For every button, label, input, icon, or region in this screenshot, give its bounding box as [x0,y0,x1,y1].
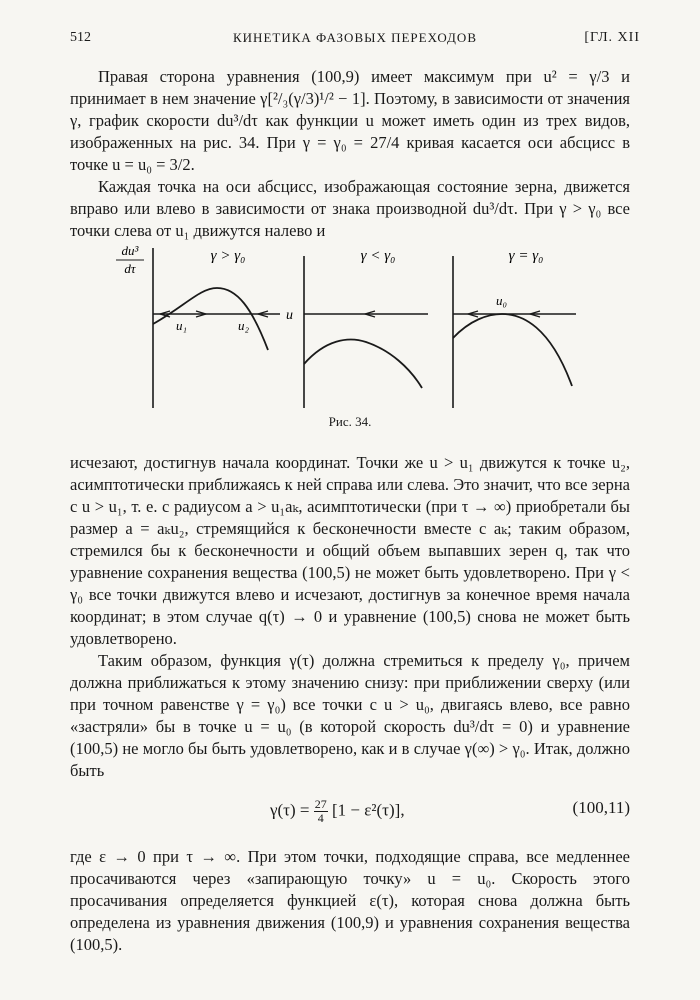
paragraph-2: Каждая точка на оси абсцисс, изображающая состояние зерна, движется вправо или влево в зависимости от знака производной du³/dτ. При γ > γ₀ все точки слева от u₁ движутся налево и [70,177,630,240]
text-block-middle [70,452,630,782]
panel1-u2-label: u₂ [238,318,250,333]
equation-right: [1 − ε²(τ)], [332,800,405,820]
paragraph-4: Таким образом, функция γ(τ) должна стремиться к пределу γ₀, причем должна приближаться к этому значению снизу: при приближении сверху (или при точном равенстве γ = γ₀) все точки с u > u₀, двигаясь влево, все равно «застряли» бы в точке u = u₀ (в которой скорость du³/dτ = 0) и уравнение (100,5) не могло бы быть удовлетворено, как и в случае γ(∞) > γ₀. Итак, должно быть [70,651,630,780]
panel-gamma-greater [153,248,293,408]
paragraph-1: Правая сторона уравнения (100,9) имеет максимум при u² = γ/3 и принимает в нем значение γ[²/₃(γ/3)¹/² − 1]. Поэтому, в зависимости от значения γ, график скорости du³/dτ как функции u может иметь один из трех видов, изображенных на рис. 34. При γ = γ₀ = 27/4 кривая касается оси абсцисс в точке u = u₀ = 3/2. [70,67,630,174]
page-number: 512 [70,30,91,45]
fraction-numerator: 27 [314,797,327,811]
panel1-curve [153,288,268,350]
paragraph-3: исчезают, достигнув начала координат. Точки же u > u₁ движутся к точке u₂, асимптотически приближаясь к ней справа или слева. Это значит, что все зерна с u > u₁, т. е. с радиусом a > u₁aₖ, асимптотически (при τ → ∞) приобретали бы размер a = aₖu₂, стремящийся к бесконечности вместе с aₖ; таким образом, стремился бы к бесконечности и общий объем выпавших зерен q, так что уравнение сохранения вещества (100,5) не может быть удовлетворено. При γ < γ₀ все точки движутся влево и исчезают, достигнув за конечное время начала координат; в этом случае q(τ) → 0 и уравнение (100,5) снова не может быть удовлетворено. [70,453,630,648]
panel-gamma-less [304,248,428,408]
text-block-bottom [70,846,630,956]
chapter-label: [ГЛ. XII [584,30,640,45]
figure-34-svg [110,238,590,418]
equation-body [270,798,405,825]
panel2-label: γ < γ₀ [360,248,396,264]
panel3-u0-label: u₀ [496,293,508,308]
ylabel-numerator: du³ [121,243,139,258]
figure-caption: Рис. 34. [328,414,372,429]
equation-100-11 [70,796,630,826]
equation-fraction [314,798,328,825]
figure-34 [110,238,590,428]
text-block-top [70,66,630,242]
panel1-u1-label: u₁ [176,318,188,333]
panel1-u-label: u [286,308,293,323]
equation-number: (100,11) [572,798,630,817]
panel1-label: γ > γ₀ [210,248,246,264]
panel-gamma-equal [453,248,576,408]
panel2-curve [304,340,422,388]
panel3-label: γ = γ₀ [508,248,544,264]
fraction-denominator: 4 [317,811,324,825]
ylabel-denominator: dτ [124,261,136,276]
running-title: КИНЕТИКА ФАЗОВЫХ ПЕРЕХОДОВ [233,30,477,45]
panel3-curve [453,314,572,386]
paragraph-5: где ε → 0 при τ → ∞. При этом точки, подходящие справа, все медленнее просачиваются через «запирающую точку» u = u₀. Скорость этого просачивания определяется функцией ε(τ), которая снова должна быть определена из уравнения движения (100,9) и уравнения сохранения вещества (100,5). [70,847,630,954]
page-header [70,30,640,54]
equation-left: γ(τ) = [270,800,310,820]
